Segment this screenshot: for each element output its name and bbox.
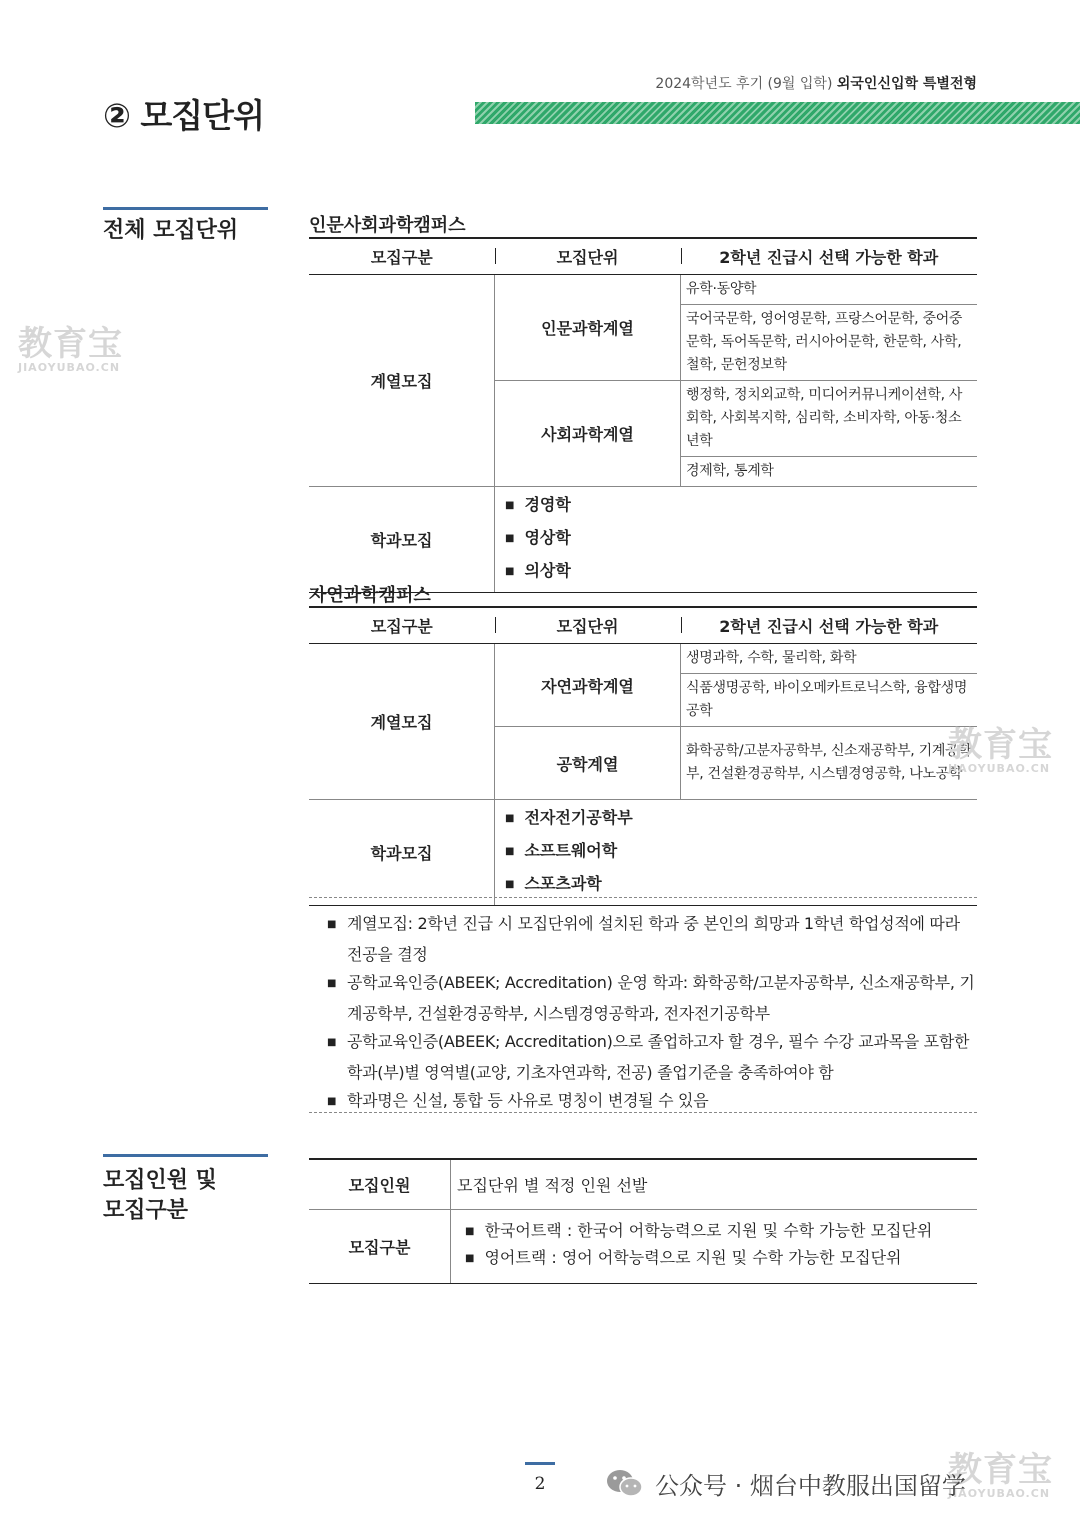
- list-item: ■ 한국어트랙 : 한국어 어학능력으로 지원 및 수학 가능한 모집단위: [465, 1219, 971, 1246]
- side-title-quota-line2: 모집구분: [103, 1198, 189, 1223]
- list-item: ■ 전자전기공학부: [505, 803, 967, 836]
- campus1-table: [309, 237, 977, 593]
- side-title-quota: [103, 1166, 217, 1226]
- side-title-overall: 전체 모집단위: [103, 218, 239, 243]
- watermark-logo-text: 教育宝: [948, 1450, 1053, 1490]
- list-item: ■ 스포츠과학: [505, 869, 967, 902]
- campus1-majors-cell: 행정학, 정치외교학, 미디어커뮤니케이션학, 사회학, 사회복지학, 심리학, 소비자학, 아동·청소년학: [681, 381, 978, 457]
- note-item: ■ 학과명은 신설, 통합 등 사유로 명칭이 변경될 수 있음: [327, 1087, 977, 1118]
- campus2-title: 자연과학캠퍼스: [309, 585, 431, 606]
- list-item: ■ 의상학: [505, 556, 967, 589]
- list-item: ■ 소프트웨어학: [505, 836, 967, 869]
- campus2-majors-cell: 식품생명공학, 바이오메카트로닉스학, 융합생명공학: [681, 674, 978, 727]
- wechat-account: [605, 1466, 966, 1501]
- list-item: ■ 영어트랙 : 영어 어학능력으로 지원 및 수학 가능한 모집단위: [465, 1246, 971, 1273]
- notes-divider-top: [309, 897, 977, 898]
- quota-track-list: [451, 1209, 978, 1283]
- col-header-unit: 모집단위: [495, 238, 681, 275]
- campus1-unit-social: 사회과학계열: [495, 381, 681, 487]
- campus1-group-label: 계열모집: [309, 275, 495, 487]
- quota-key: 모집구분: [309, 1209, 451, 1283]
- list-item: ■ 영상학: [505, 523, 967, 556]
- campus1-title: 인문사회과학캠퍼스: [309, 215, 466, 236]
- campus2-unit-science: 자연과학계열: [495, 644, 681, 727]
- col-header-category: 모집구분: [309, 238, 495, 275]
- side-accent-bar: [103, 207, 268, 210]
- col-header-category: 모집구분: [309, 607, 495, 644]
- campus1-dept-list: [495, 487, 978, 593]
- header-program: 외국인신입학 특별전형: [836, 76, 977, 92]
- watermark-url: JIAOYUBAO.CN: [948, 1487, 1051, 1500]
- watermark-logo-text: 教育宝: [18, 324, 123, 364]
- header-stripe: [475, 102, 1080, 124]
- section-title: ② 모집단위: [103, 96, 264, 135]
- col-header-majors: 2학년 진급시 선택 가능한 학과: [681, 238, 978, 275]
- watermark-url: JIAOYUBAO.CN: [18, 361, 121, 374]
- campus2-majors-cell: 화학공학/고분자공학부, 신소재공학부, 기계공학부, 건설환경공학부, 시스템경영공학, 나노공학: [681, 727, 978, 800]
- campus2-group-label: 계열모집: [309, 644, 495, 800]
- campus1-dept-label: 학과모집: [309, 487, 495, 593]
- watermark-url: JIAOYUBAO.CN: [948, 762, 1051, 775]
- quota-value: 모집단위 별 적정 인원 선발: [451, 1159, 978, 1209]
- notes-divider-bottom: [309, 1112, 977, 1113]
- quota-table: [309, 1158, 977, 1284]
- watermark-logo-text: 教育宝: [948, 725, 1053, 765]
- side-title-quota-line1: 모집인원 및: [103, 1168, 217, 1193]
- col-header-majors: 2학년 진급시 선택 가능한 학과: [681, 607, 978, 644]
- campus2-unit-engineering: 공학계열: [495, 727, 681, 800]
- quota-key: 모집인원: [309, 1159, 451, 1209]
- footer-accent-bar: [525, 1462, 555, 1465]
- campus2-majors-cell: 생명과학, 수학, 물리학, 화학: [681, 644, 978, 674]
- wechat-text: 公众号 · 烟台中教服出国留学: [655, 1472, 966, 1500]
- note-item: ■ 공학교육인증(ABEEK; Accreditation)으로 졸업하고자 할 경우, 필수 수강 교과목을 포함한 학과(부)별 영역별(교양, 기초자연과학, 전공) 졸업기준을 충족하여야 함: [327, 1028, 977, 1087]
- header-program-line: [640, 73, 977, 93]
- col-header-unit: 모집단위: [495, 607, 681, 644]
- header-year: 2024학년도 후기 (9월 입학): [655, 76, 833, 92]
- campus1-majors-cell: 국어국문학, 영어영문학, 프랑스어문학, 중어중문학, 독어독문학, 러시아어문학, 한문학, 사학, 철학, 문헌정보학: [681, 305, 978, 381]
- list-item: ■ 경영학: [505, 490, 967, 523]
- campus2-dept-list: [495, 800, 978, 906]
- side-accent-bar: [103, 1154, 268, 1157]
- campus2-table: [309, 606, 977, 906]
- campus2-dept-label: 학과모집: [309, 800, 495, 906]
- page-number: 2: [534, 1474, 546, 1494]
- note-item: ■ 공학교육인증(ABEEK; Accreditation) 운영 학과: 화학공학/고분자공학부, 신소재공학부, 기계공학부, 건설환경공학부, 시스템경영공학과, 전자전기공학부: [327, 969, 977, 1028]
- campus1-majors-cell: 경제학, 통계학: [681, 457, 978, 487]
- notes-box: [327, 910, 977, 1118]
- watermark: [18, 326, 123, 374]
- note-item: ■ 계열모집: 2학년 진급 시 모집단위에 설치된 학과 중 본인의 희망과 1학년 학업성적에 따라 전공을 결정: [327, 910, 977, 969]
- campus1-unit-humanities: 인문과학계열: [495, 275, 681, 381]
- watermark: [948, 727, 1053, 775]
- campus1-majors-cell: 유학·동양학: [681, 275, 978, 305]
- wechat-icon: [605, 1468, 645, 1500]
